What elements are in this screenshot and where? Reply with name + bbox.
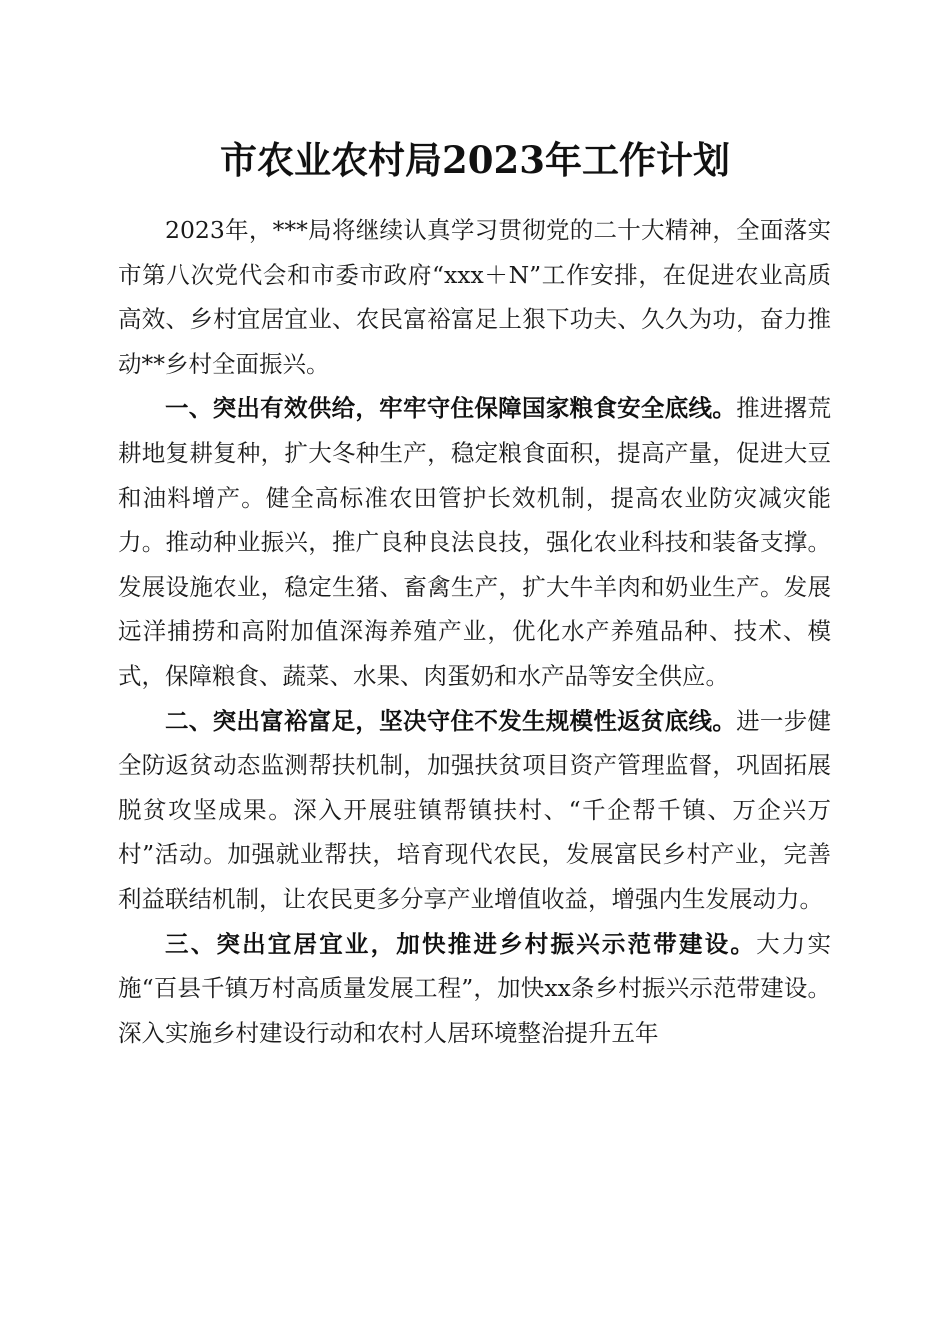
document-body xyxy=(118,208,831,1055)
section-1-paragraph xyxy=(118,386,831,698)
section-1-text: 推进撂荒耕地复耕复种，扩大冬种生产，稳定粮食面积，提高产量，促进大豆和油料增产。健全高标准农田管护长效机制，提高农业防灾减灾能力。推动种业振兴，推广良种良法良技，强化农业科技和装备支撑。发展设施农业，稳定生猪、畜禽生产，扩大牛羊肉和奶业生产。发展远洋捕捞和高附加值深海养殖产业，优化水产养殖品种、技术、模式，保障粮食、蔬菜、水果、肉蛋奶和水产品等安全供应。 xyxy=(118,394,832,690)
document-title: 市农业农村局2023年工作计划 xyxy=(220,138,730,182)
section-2-heading: 二、突出富裕富足，坚决守住不发生规模性返贫底线。 xyxy=(165,706,737,735)
section-2-paragraph xyxy=(118,699,831,922)
section-3-text: 大力实施“百县千镇万村高质量发展工程”，加快xx条乡村振兴示范带建设。深入实施乡村建设行动和农村人居环境整治提升五年 xyxy=(118,929,832,1047)
section-3-heading: 三、突出宜居宜业，加快推进乡村振兴示范带建设。 xyxy=(165,929,757,958)
intro-paragraph: 2023年，***局将继续认真学习贯彻党的二十大精神，全面落实市第八次党代会和市委市政府“xxx＋N”工作安排，在促进农业高质高效、乡村宜居宜业、农民富裕富足上狠下功夫、久久为功，奋力推动**乡村全面振兴。 xyxy=(118,216,831,378)
section-2-text: 进一步健全防返贫动态监测帮扶机制，加强扶贫项目资产管理监督，巩固拓展脱贫攻坚成果。深入开展驻镇帮镇扶村、“千企帮千镇、万企兴万村”活动。加强就业帮扶，培育现代农民，发展富民乡村产业，完善利益联结机制，让农民更多分享产业增值收益，增强内生发展动力。 xyxy=(118,706,832,913)
section-1-heading: 一、突出有效供给，牢牢守住保障国家粮食安全底线。 xyxy=(165,394,737,423)
section-3-paragraph xyxy=(118,922,831,1056)
